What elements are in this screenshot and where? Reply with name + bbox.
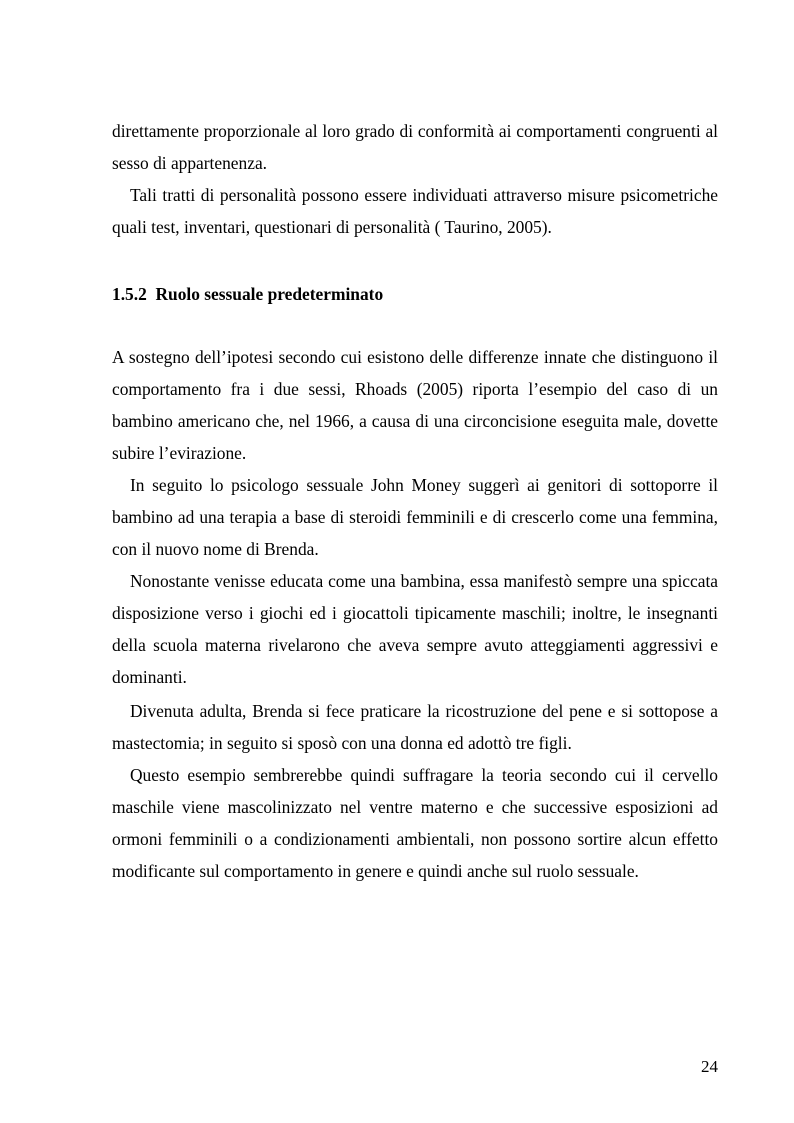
page-number: 24 bbox=[701, 1057, 718, 1076]
paragraph-innate-differences: A sostegno dell’ipotesi secondo cui esistono delle differenze innate che distinguono il comportamento fra i due sessi, Rhoads (2005) riporta l’esempio del caso di un bambino americano che, nel 1966, a causa di una circoncisione eseguita male, dovette subire l’evirazione. bbox=[112, 347, 718, 463]
paragraph-conclusion: Questo esempio sembrerebbe quindi suffragare la teoria secondo cui il cervello maschile viene mascolinizzato nel ventre materno e che successive esposizioni ad ormoni femminili o a condizionamenti ambientali, non possono sortire alcun effetto modificante sul comportamento in genere e quindi anche sul ruolo sessuale. bbox=[112, 765, 718, 881]
paragraph-education: Nonostante venisse educata come una bambina, essa manifestò sempre una spiccata disposizione verso i giochi ed i giocattoli tipicamente maschili; inoltre, le insegnanti della scuola materna rivelarono che aveva sempre avuto atteggiamenti aggressivi e dominanti. bbox=[112, 571, 718, 687]
paragraph-john-money: In seguito lo psicologo sessuale John Money suggerì ai genitori di sottoporre il bambino ad una terapia a base di steroidi femminili e di crescerlo come una femmina, con il nuovo nome di Brenda. bbox=[112, 475, 718, 559]
paragraph-personality-traits: Tali tratti di personalità possono essere individuati attraverso misure psicometriche quali test, inventari, questionari di personalità ( Taurino, 2005). bbox=[112, 185, 718, 237]
section-heading: 1.5.2 Ruolo sessuale predeterminato bbox=[112, 284, 384, 304]
paragraph-adulthood: Divenuta adulta, Brenda si fece praticare la ricostruzione del pene e si sottopose a mastectomia; in seguito si sposò con una donna ed adottò tre figli. bbox=[112, 701, 718, 753]
paragraph-continuation: direttamente proporzionale al loro grado di conformità ai comportamenti congruenti al sesso di appartenenza. bbox=[112, 121, 718, 173]
